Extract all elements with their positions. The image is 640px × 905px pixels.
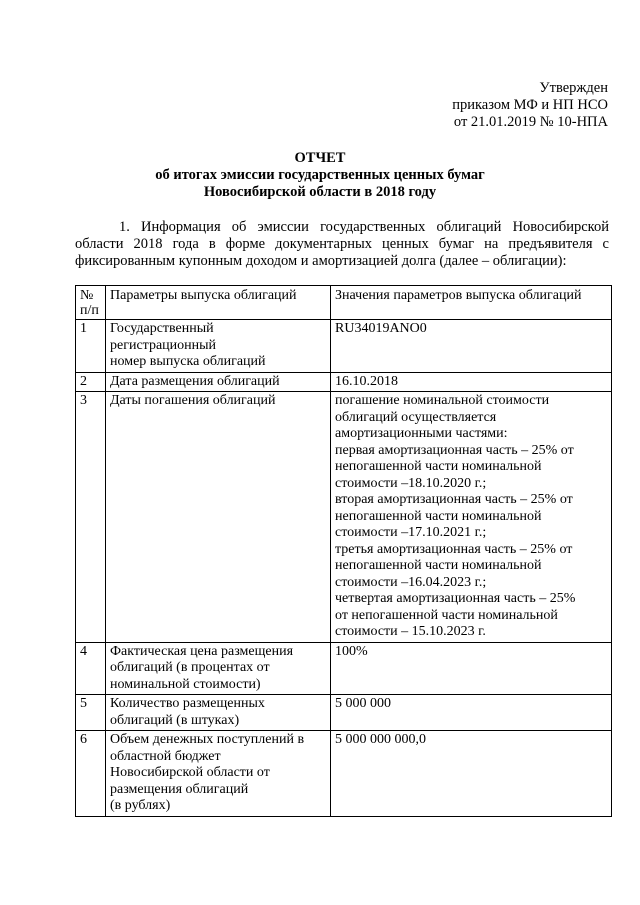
approval-line-3: от 21.01.2019 № 10-НПА [453,114,608,130]
approval-stamp-block [452,80,608,131]
row-parameter: Количество размещенных облигаций (в штуках) [106,695,331,731]
table-row [76,320,612,373]
row-number: 2 [76,372,106,392]
row-number: 4 [76,642,106,695]
table-row [76,372,612,392]
row-number: 3 [76,392,106,643]
report-title-block [0,150,640,201]
bond-parameters-table [75,285,612,817]
table-row [76,642,612,695]
table-row [76,695,612,731]
report-title: ОТЧЕТ [294,150,346,166]
row-value: 16.10.2018 [331,372,612,392]
row-number: 5 [76,695,106,731]
row-value: RU34019ANO0 [331,320,612,373]
table-row [76,392,612,643]
table-row [76,731,612,817]
row-value: 100% [331,642,612,695]
intro-paragraph: 1. Информация об эмиссии государственных облигаций Новосибирской области 2018 года в форме документарных ценных бумаг на предъявителя с фиксированным купонным доходом и амортизацией долга (далее – облигации): [75,219,609,269]
header-value: Значения параметров выпуска облигаций [331,286,612,320]
row-value: 5 000 000 000,0 [331,731,612,817]
header-parameter: Параметры выпуска облигаций [106,286,331,320]
report-subtitle-line-1: об итогах эмиссии государственных ценных бумаг [155,167,485,183]
row-value: погашение номинальной стоимости облигаций осуществляется амортизационными частями: первая амортизационная часть – 25% от непогашенной части номинальной стоимости –18.10.2020 г.; вторая амортизационная часть – 25% от непогашенной части номинальной стоимости –17.10.2021 г.; третья амортизационная часть – 25% от непогашенной части номинальной стоимости –16.04.2023 г.; четвертая амортизационная часть – 25% от непогашенной части номинальной стоимости – 15.10.2023 г. [331,392,612,643]
row-number: 1 [76,320,106,373]
report-subtitle-line-2: Новосибирской области в 2018 году [203,184,437,200]
row-parameter: Фактическая цена размещения облигаций (в процентах от номинальной стоимости) [106,642,331,695]
row-parameter: Даты погашения облигаций [106,392,331,643]
row-parameter: Дата размещения облигаций [106,372,331,392]
table-header-row [76,286,612,320]
approval-line-2: приказом МФ и НП НСО [452,97,608,113]
row-value: 5 000 000 [331,695,612,731]
row-parameter: Государственный регистрационный номер выпуска облигаций [106,320,331,373]
row-parameter: Объем денежных поступлений в областной бюджет Новосибирской области от размещения облигаций (в рублях) [106,731,331,817]
header-number: № п/п [76,286,106,320]
row-number: 6 [76,731,106,817]
approval-line-1: Утвержден [539,80,608,96]
